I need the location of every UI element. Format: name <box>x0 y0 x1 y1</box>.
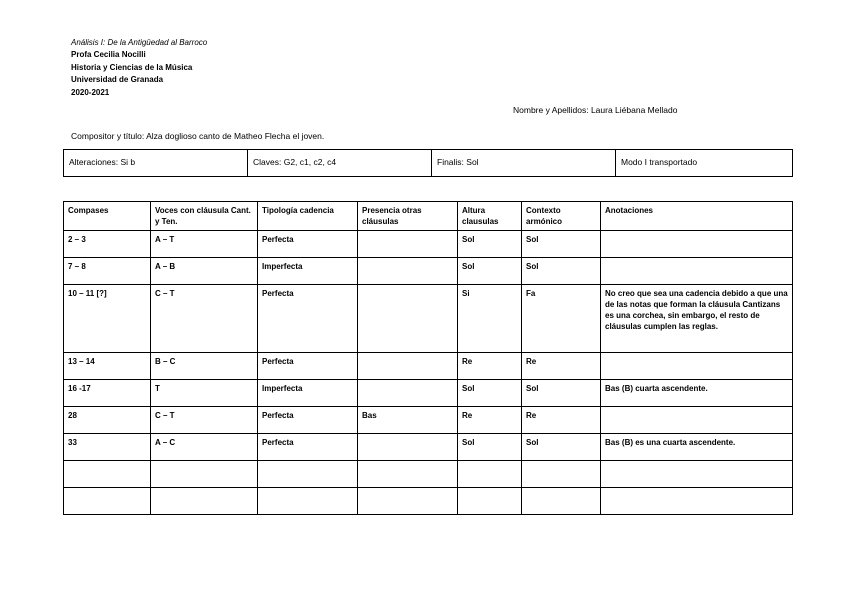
composer-title: Compositor y título: Alza doglioso canto de Matheo Flecha el joven. <box>71 131 325 141</box>
table-row <box>64 407 793 434</box>
table-cell: Sol <box>458 380 522 407</box>
table-cell: Sol <box>522 258 601 285</box>
info-table <box>63 149 793 177</box>
table-row <box>64 488 793 515</box>
column-header: Altura clausulas <box>458 202 522 231</box>
table-cell: No creo que sea una cadencia debido a que una de las notas que forman la cláusula Cantizans es una corchea, sin embargo, el resto de cláusulas cumplen las reglas. <box>601 285 793 353</box>
table-cell: Re <box>522 407 601 434</box>
table-cell: 10 – 11 [?] <box>64 285 151 353</box>
table-cell: 33 <box>64 434 151 461</box>
table-cell: Bas (B) es una cuarta ascendente. <box>601 434 793 461</box>
table-cell <box>64 488 151 515</box>
table-cell: Bas <box>358 407 458 434</box>
table-cell: 2 – 3 <box>64 231 151 258</box>
document-header <box>71 37 207 99</box>
table-cell <box>358 461 458 488</box>
table-cell: Sol <box>458 258 522 285</box>
table-cell <box>601 488 793 515</box>
table-cell: A – T <box>151 231 258 258</box>
column-header: Compases <box>64 202 151 231</box>
table-cell: Sol <box>522 380 601 407</box>
table-cell: Imperfecta <box>258 258 358 285</box>
table-cell: Re <box>458 407 522 434</box>
student-name: Nombre y Apellidos: Laura Liébana Mellado <box>513 105 678 115</box>
table-cell <box>522 488 601 515</box>
claves-cell: Claves: G2, c1, c2, c4 <box>248 150 432 177</box>
table-header-row <box>64 202 793 231</box>
table-cell <box>358 285 458 353</box>
table-cell <box>601 258 793 285</box>
table-cell: Perfecta <box>258 407 358 434</box>
table-row <box>64 380 793 407</box>
column-header: Anotaciones <box>601 202 793 231</box>
table-row <box>64 353 793 380</box>
university: Universidad de Granada <box>71 75 164 85</box>
table-row <box>64 258 793 285</box>
table-cell: Re <box>522 353 601 380</box>
table-cell: 16 -17 <box>64 380 151 407</box>
table-cell <box>358 258 458 285</box>
academic-year: 2020-2021 <box>71 87 110 97</box>
table-cell: Bas (B) cuarta ascendente. <box>601 380 793 407</box>
column-header: Contexto armónico <box>522 202 601 231</box>
table-cell <box>601 231 793 258</box>
table-cell: Perfecta <box>258 434 358 461</box>
table-row <box>64 231 793 258</box>
table-cell: Sol <box>522 231 601 258</box>
table-row <box>64 461 793 488</box>
table-cell: A – B <box>151 258 258 285</box>
table-cell: Fa <box>522 285 601 353</box>
table-cell: 13 – 14 <box>64 353 151 380</box>
modo-cell: Modo I transportado <box>616 150 793 177</box>
table-row <box>64 285 793 353</box>
table-cell <box>258 461 358 488</box>
table-cell <box>258 488 358 515</box>
table-cell <box>358 353 458 380</box>
table-cell: Imperfecta <box>258 380 358 407</box>
table-cell <box>358 380 458 407</box>
degree: Historia y Ciencias de la Música <box>71 62 193 72</box>
column-header: Tipología cadencia <box>258 202 358 231</box>
table-cell <box>522 461 601 488</box>
column-header: Presencia otras cláusulas <box>358 202 458 231</box>
table-cell <box>601 353 793 380</box>
table-cell: Si <box>458 285 522 353</box>
table-row <box>64 434 793 461</box>
column-header: Voces con cláusula Cant. y Ten. <box>151 202 258 231</box>
professor: Profa Cecilia Nocilli <box>71 50 146 60</box>
table-cell: Perfecta <box>258 231 358 258</box>
table-cell <box>601 461 793 488</box>
course-title: Análisis I: De la Antigüedad al Barroco <box>71 38 208 47</box>
table-cell: Perfecta <box>258 353 358 380</box>
table-cell: 28 <box>64 407 151 434</box>
table-cell <box>458 488 522 515</box>
cadence-table <box>63 201 793 515</box>
table-cell: Re <box>458 353 522 380</box>
table-cell: C – T <box>151 285 258 353</box>
table-cell <box>358 231 458 258</box>
table-cell <box>64 461 151 488</box>
table-cell: A – C <box>151 434 258 461</box>
table-cell: Sol <box>458 231 522 258</box>
table-cell <box>358 434 458 461</box>
table-cell: C – T <box>151 407 258 434</box>
table-cell: Perfecta <box>258 285 358 353</box>
table-cell: T <box>151 380 258 407</box>
finalis-cell: Finalis: Sol <box>432 150 616 177</box>
table-cell <box>458 461 522 488</box>
table-cell <box>151 461 258 488</box>
table-cell <box>601 407 793 434</box>
alteraciones-cell: Alteraciones: Si b <box>64 150 248 177</box>
table-cell: Sol <box>522 434 601 461</box>
table-cell: B – C <box>151 353 258 380</box>
table-cell <box>358 488 458 515</box>
table-cell: 7 – 8 <box>64 258 151 285</box>
table-cell: Sol <box>458 434 522 461</box>
table-cell <box>151 488 258 515</box>
